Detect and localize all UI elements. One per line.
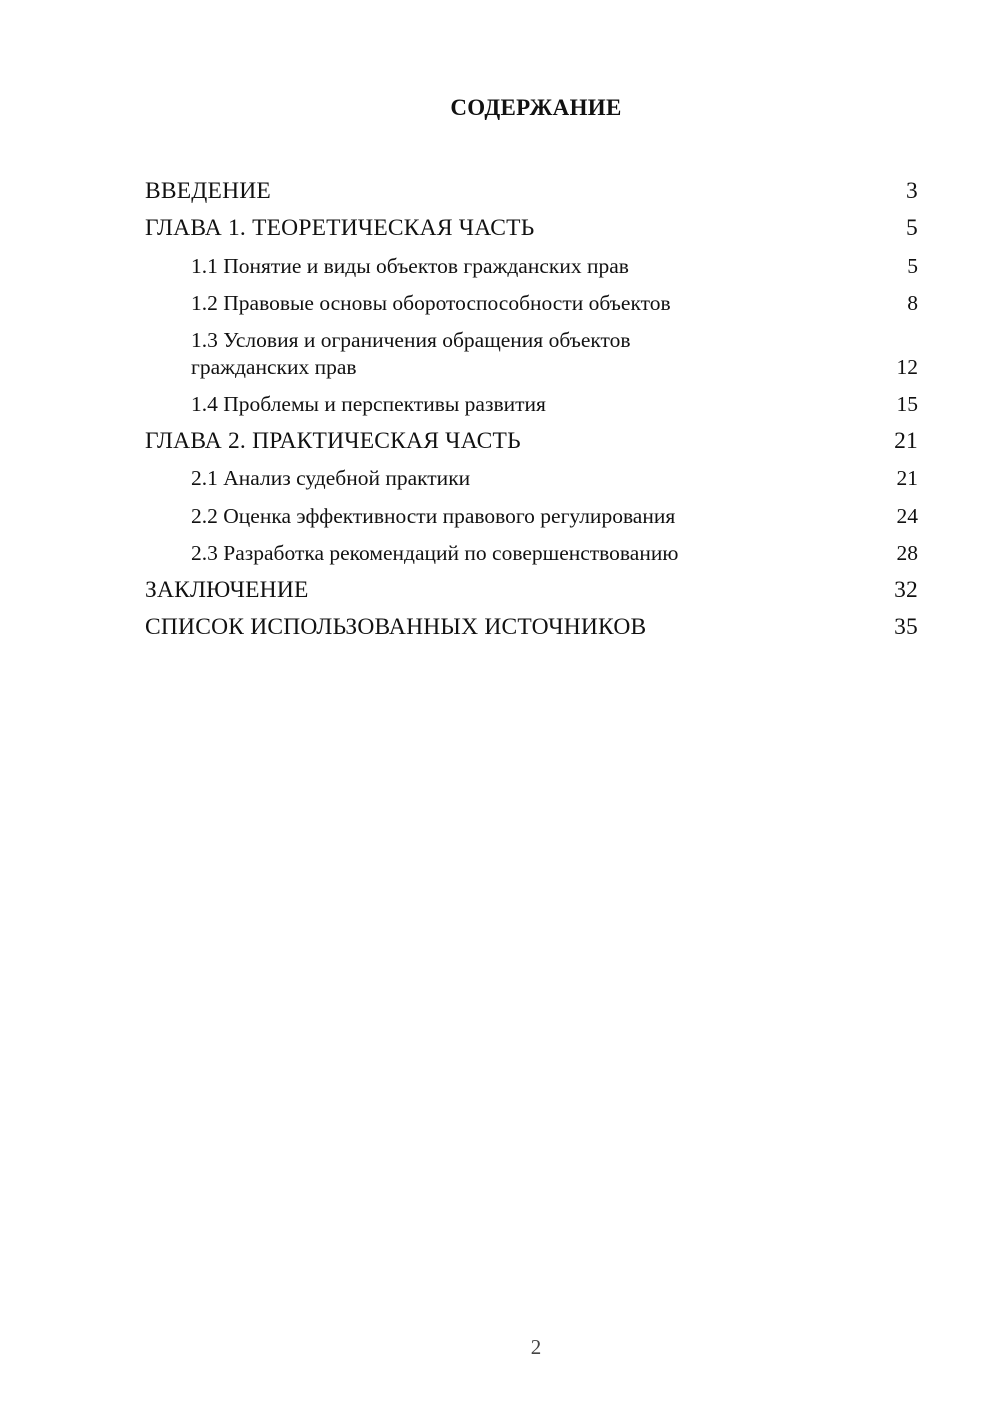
toc-entry-label: 1.1 Понятие и виды объектов гражданских прав: [191, 253, 629, 278]
toc-entry-page: 24: [896, 503, 918, 528]
toc-entry-page: 21: [896, 466, 918, 491]
toc-entry-section-2-3[interactable]: [145, 530, 918, 567]
toc-entry-page: 3: [906, 178, 918, 205]
toc-entry-label: 1.4 Проблемы и перспективы развития: [191, 391, 546, 416]
toc-entry-introduction[interactable]: [145, 168, 918, 205]
toc-entry-page: 15: [896, 391, 918, 416]
toc-entry-conclusion[interactable]: [145, 567, 918, 604]
toc-entry-label: 2.3 Разработка рекомендаций по совершенствованию: [191, 540, 679, 565]
toc-entry-section-1-4[interactable]: [145, 381, 918, 418]
toc-entry-section-2-2[interactable]: [145, 492, 918, 529]
toc-entry-page: 5: [907, 253, 918, 278]
toc-entry-page: 8: [907, 290, 918, 315]
toc-entry-label: 1.2 Правовые основы оборотоспособности объектов: [191, 290, 671, 315]
toc-entry-label: 2.1 Анализ судебной практики: [191, 466, 471, 491]
toc-entry-section-1-1[interactable]: [145, 242, 918, 279]
toc-entry-label: ВВЕДЕНИЕ: [145, 178, 271, 205]
toc-entry-page: 35: [894, 614, 918, 641]
toc-entry-chapter-1[interactable]: [145, 205, 918, 242]
toc-entry-page: 5: [906, 215, 918, 242]
toc-entry-page: 32: [894, 576, 918, 603]
toc-entry-references[interactable]: [145, 604, 918, 641]
toc-entry-page: 21: [894, 428, 918, 455]
table-of-contents: [145, 168, 918, 641]
toc-entry-section-2-1[interactable]: [145, 455, 918, 492]
toc-entry-label: ГЛАВА 1. ТЕОРЕТИЧЕСКАЯ ЧАСТЬ: [145, 215, 535, 242]
toc-entry-label: 1.3 Условия и ограничения обращения объектов гражданских прав: [191, 327, 631, 379]
toc-entry-label: ЗАКЛЮЧЕНИЕ: [145, 576, 309, 603]
toc-entry-chapter-2[interactable]: [145, 418, 918, 455]
toc-entry-section-1-3[interactable]: [145, 317, 918, 381]
toc-entry-section-1-2[interactable]: [145, 280, 918, 317]
toc-entry-label: СПИСОК ИСПОЛЬЗОВАННЫХ ИСТОЧНИКОВ: [145, 614, 647, 641]
toc-entry-label: 2.2 Оценка эффективности правового регулирования: [191, 503, 676, 528]
toc-entry-label: ГЛАВА 2. ПРАКТИЧЕСКАЯ ЧАСТЬ: [145, 428, 521, 455]
page-number: 2: [530, 1335, 542, 1359]
toc-entry-page: 28: [896, 540, 918, 565]
toc-entry-page: 12: [896, 354, 918, 379]
page-title: СОДЕРЖАНИЕ: [450, 95, 622, 120]
